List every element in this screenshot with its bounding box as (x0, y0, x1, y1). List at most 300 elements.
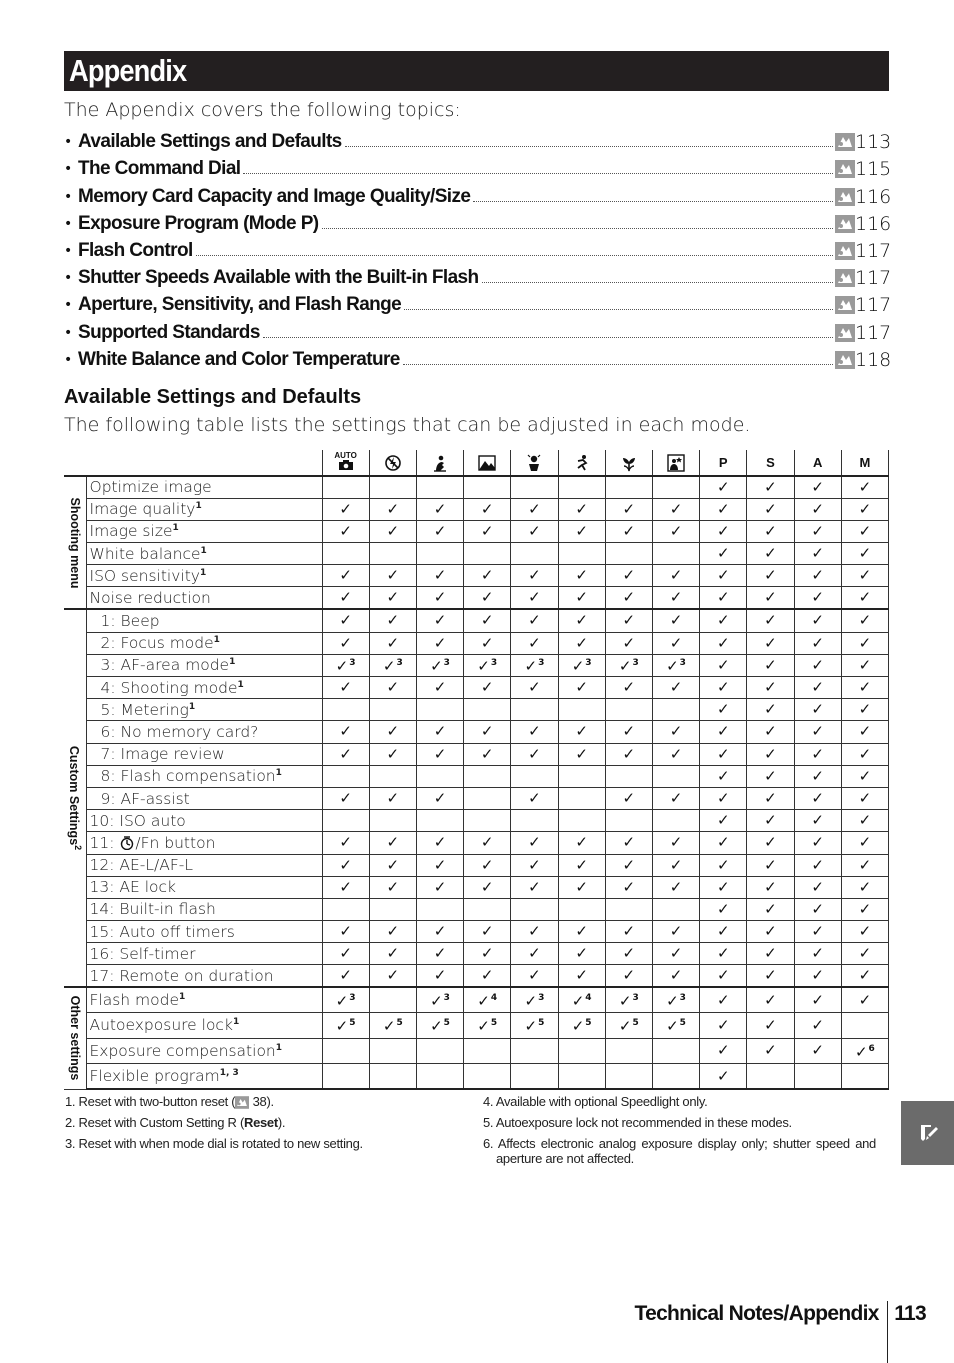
check-mark: ✓ (433, 744, 447, 763)
check-mark: ✓ (764, 789, 777, 808)
table-row (64, 543, 889, 565)
footnote-text-end: ). (277, 1115, 286, 1131)
check-mark: ✓ (764, 899, 777, 918)
availability-cell: ✓$^6$ (841, 1038, 888, 1064)
toc-page-number: 115 (855, 158, 892, 181)
setting-label: 1: Beep (100, 611, 160, 630)
setting-name (86, 654, 322, 676)
check-mark: ✓ (480, 966, 494, 985)
availability-cell (369, 609, 416, 632)
check-mark: ✓ (480, 611, 494, 630)
availability-cell (416, 520, 463, 542)
availability-cell (700, 765, 747, 787)
toc-page-number: 117 (855, 294, 892, 317)
availability-cell (841, 832, 888, 854)
setting-label: White balance (89, 544, 201, 563)
check-mark: ✓ (622, 944, 636, 963)
footnote-bold: Reset (243, 1115, 278, 1131)
availability-cell (652, 609, 699, 632)
check-mark: ✓ (764, 922, 777, 941)
availability-cell (747, 498, 794, 520)
check-mark: ✓ (618, 1017, 632, 1036)
toc-label: The Command Dial (78, 158, 241, 180)
availability-cell (794, 810, 841, 832)
setting-label: 17: Remote on duration (89, 966, 274, 985)
availability-cell (322, 543, 369, 565)
availability-cell (747, 677, 794, 699)
footnote-ref: 1 (199, 567, 207, 578)
check-mark: ✓ (575, 966, 588, 985)
availability-cell (511, 476, 558, 498)
availability-cell (369, 876, 416, 898)
availability-cell (322, 520, 369, 542)
check-mark: ✓ (339, 922, 352, 941)
availability-cell (794, 832, 841, 854)
check-mark: ✓ (858, 811, 872, 830)
check-mark: ✓ (764, 1041, 777, 1060)
availability-cell (322, 743, 369, 765)
table-row (64, 743, 889, 765)
availability-cell (369, 476, 416, 498)
toc-leader-dots (482, 282, 833, 283)
availability-cell (416, 543, 463, 565)
page-footer (635, 1283, 926, 1345)
footnote-text: 1. Reset with two-button reset ( (65, 1094, 236, 1109)
table-row (64, 520, 889, 542)
check-mark: ✓ (858, 499, 872, 518)
setting-name (86, 609, 322, 632)
setting-label: 5: Metering (100, 700, 189, 719)
check-mark: ✓ (716, 678, 730, 697)
mode-column-header (652, 450, 699, 476)
availability-cell: ✓$^3$ (605, 654, 652, 676)
check-mark: ✓ (764, 990, 777, 1009)
check-mark: ✓ (480, 833, 494, 852)
availability-cell: ✓$^3$ (464, 654, 511, 676)
availability-cell (605, 854, 652, 876)
availability-cell (841, 632, 888, 654)
availability-cell (605, 943, 652, 965)
check-mark: ✓ (339, 833, 352, 852)
availability-cell (794, 565, 841, 587)
table-row (64, 921, 889, 943)
availability-cell (511, 520, 558, 542)
availability-cell (652, 876, 699, 898)
availability-cell (841, 677, 888, 699)
toc-item[interactable] (64, 235, 892, 262)
availability-cell (416, 587, 463, 609)
check-mark: ✓ (386, 833, 400, 852)
availability-cell (464, 943, 511, 965)
section-heading: Available Settings and Defaults (64, 386, 362, 408)
check-mark: ✓ (666, 657, 679, 676)
footnote (65, 1094, 465, 1109)
availability-cell (416, 721, 463, 743)
availability-cell (700, 543, 747, 565)
close-up-mode-icon (620, 454, 638, 472)
toc-item[interactable] (64, 344, 892, 371)
availability-cell (747, 654, 794, 676)
toc-leader-dots (403, 364, 833, 365)
check-mark: ✓ (622, 588, 636, 607)
check-mark: ✓ (764, 1015, 777, 1034)
availability-cell (605, 810, 652, 832)
table-row (64, 721, 889, 743)
check-mark: ✓ (716, 789, 730, 808)
availability-cell: ✓$^3$ (652, 987, 699, 1013)
check-mark: ✓ (622, 566, 636, 585)
check-mark: ✓ (666, 992, 679, 1011)
check-mark: ✓ (666, 1017, 679, 1036)
availability-cell (841, 520, 888, 542)
availability-cell (416, 632, 463, 654)
toc-item[interactable] (64, 153, 892, 181)
setting-label: 10: ISO auto (89, 811, 186, 830)
availability-cell (464, 965, 511, 987)
check-mark: ✓ (433, 922, 447, 941)
check-mark: ✓ (764, 700, 777, 719)
footnote-ref: 1 (213, 635, 220, 646)
table-row (64, 765, 889, 787)
toc-leader-dots (243, 173, 833, 174)
check-mark: ✓ (386, 566, 400, 585)
check-mark: ✓ (528, 722, 541, 741)
availability-cell (700, 987, 747, 1013)
setting-name (86, 699, 322, 721)
check-mark: ✓ (575, 678, 588, 697)
availability-cell: ✓$^3$ (511, 987, 558, 1013)
availability-cell (841, 898, 888, 920)
availability-cell (841, 476, 888, 498)
check-mark: ✓ (430, 992, 443, 1011)
availability-cell (605, 743, 652, 765)
check-mark: ✓ (811, 499, 824, 518)
availability-cell (558, 699, 605, 721)
availability-cell: ✓$^3$ (511, 654, 558, 676)
toc-bullet: • (64, 161, 73, 178)
setting-label: 16: Self-timer (89, 944, 196, 963)
row-group-name: Shooting menu (67, 497, 82, 589)
availability-cell (369, 743, 416, 765)
availability-cell (322, 832, 369, 854)
availability-cell (794, 1038, 841, 1064)
setting-name (86, 876, 322, 898)
check-mark: ✓ (339, 944, 352, 963)
check-mark: ✓ (430, 657, 443, 676)
setting-name (86, 765, 322, 787)
availability-cell (369, 498, 416, 520)
setting-name (86, 921, 322, 943)
availability-cell (700, 876, 747, 898)
page-number: 113 (894, 1302, 926, 1325)
page-reference-icon (835, 269, 855, 287)
toc-page-number: 116 (855, 185, 892, 208)
availability-cell (794, 898, 841, 920)
check-mark: ✓ (811, 611, 824, 630)
check-mark: ✓ (858, 944, 872, 963)
availability-cell (511, 876, 558, 898)
title-banner (64, 51, 889, 91)
check-mark: ✓ (339, 966, 352, 985)
setting-label: 13: AE lock (89, 878, 176, 897)
availability-cell (511, 765, 558, 787)
check-mark: ✓ (386, 744, 400, 763)
toc-item[interactable] (64, 289, 892, 317)
check-mark: ✓ (575, 877, 588, 896)
availability-cell: ✓$^3$ (605, 987, 652, 1013)
check-mark: ✓ (480, 855, 494, 874)
toc-leader-dots (322, 228, 834, 229)
check-mark: ✓ (716, 588, 730, 607)
availability-cell (652, 921, 699, 943)
check-mark: ✓ (716, 1041, 730, 1060)
availability-cell (369, 898, 416, 920)
toc-item[interactable] (64, 316, 892, 344)
availability-cell (464, 921, 511, 943)
availability-cell: ✓$^4$ (558, 987, 605, 1013)
availability-cell (511, 721, 558, 743)
availability-cell (511, 677, 558, 699)
toc-page-number: 117 (855, 239, 892, 262)
check-mark: ✓ (339, 744, 352, 763)
check-mark: ✓ (858, 722, 872, 741)
setting-label: 12: AE-L/AF-L (89, 856, 193, 875)
availability-cell (322, 609, 369, 632)
check-mark: ✓ (764, 855, 777, 874)
availability-cell (558, 965, 605, 987)
check-mark: ✓ (811, 833, 824, 852)
section-tab-marker (901, 1101, 954, 1165)
availability-cell (369, 787, 416, 809)
availability-cell (652, 898, 699, 920)
setting-name (86, 787, 322, 809)
availability-cell (747, 565, 794, 587)
table-row (64, 787, 889, 809)
availability-cell (464, 1064, 511, 1090)
availability-cell (558, 787, 605, 809)
availability-cell (464, 476, 511, 498)
setting-name (86, 832, 322, 854)
setting-label: 14: Built-in flash (89, 900, 216, 919)
check-mark: ✓ (858, 633, 872, 652)
availability-cell (747, 1064, 794, 1090)
check-mark: ✓ (858, 990, 872, 1009)
availability-cell (558, 743, 605, 765)
check-mark: ✓ (386, 877, 400, 896)
check-mark: ✓ (811, 789, 824, 808)
setting-label: 15: Auto off timers (89, 922, 235, 941)
availability-cell: ✓$^5$ (322, 1013, 369, 1039)
availability-cell (700, 1013, 747, 1039)
setting-label: Exposure compensation (89, 1041, 276, 1060)
toc-item[interactable] (64, 126, 892, 154)
check-mark: ✓ (764, 744, 777, 763)
check-mark: ✓ (811, 678, 824, 697)
check-mark: ✓ (528, 588, 541, 607)
availability-cell (747, 943, 794, 965)
toc-label: Memory Card Capacity and Image Quality/Size (78, 185, 471, 207)
check-mark: ✓ (858, 566, 872, 585)
self-timer-icon (119, 836, 135, 850)
availability-cell (652, 832, 699, 854)
setting-name (86, 965, 322, 987)
check-mark: ✓ (811, 1041, 824, 1060)
availability-cell (322, 965, 369, 987)
mode-column-header (369, 450, 416, 476)
availability-cell (464, 832, 511, 854)
availability-cell (700, 476, 747, 498)
setting-label: Flash mode (89, 991, 180, 1010)
setting-label: 7: Image review (100, 745, 225, 764)
table-header-blank (64, 450, 322, 476)
check-mark: ✓ (335, 992, 349, 1011)
availability-cell (369, 677, 416, 699)
check-mark: ✓ (669, 877, 683, 896)
check-mark: ✓ (528, 922, 541, 941)
check-mark: ✓ (811, 655, 824, 674)
availability-cell (652, 965, 699, 987)
availability-cell: ✓$^3$ (558, 654, 605, 676)
check-mark: ✓ (433, 789, 447, 808)
check-mark: ✓ (528, 633, 541, 652)
availability-cell (700, 921, 747, 943)
check-mark: ✓ (858, 789, 872, 808)
availability-cell (322, 898, 369, 920)
availability-cell (841, 543, 888, 565)
availability-cell (841, 876, 888, 898)
availability-cell (416, 787, 463, 809)
availability-cell (416, 854, 463, 876)
availability-cell (652, 810, 699, 832)
availability-cell (794, 654, 841, 676)
availability-cell (369, 965, 416, 987)
availability-cell (558, 609, 605, 632)
check-mark: ✓ (764, 678, 777, 697)
page-reference-icon (835, 215, 855, 233)
availability-cell (322, 787, 369, 809)
check-mark: ✓ (433, 499, 447, 518)
check-mark: ✓ (811, 722, 824, 741)
check-mark: ✓ (764, 766, 777, 785)
availability-cell (511, 832, 558, 854)
table-row (64, 476, 889, 498)
availability-cell (841, 921, 888, 943)
footer-divider (887, 1301, 889, 1363)
check-mark: ✓ (622, 678, 636, 697)
check-mark: ✓ (386, 633, 400, 652)
footnote (65, 1136, 465, 1151)
check-mark: ✓ (669, 922, 683, 941)
availability-cell (700, 943, 747, 965)
check-mark: ✓ (716, 922, 730, 941)
check-mark: ✓ (386, 944, 400, 963)
setting-name (86, 587, 322, 609)
availability-cell (652, 743, 699, 765)
toc-item[interactable] (64, 208, 892, 235)
toc-label: White Balance and Color Temperature (78, 348, 400, 370)
check-mark: ✓ (477, 992, 490, 1011)
availability-cell (794, 743, 841, 765)
check-mark: ✓ (716, 990, 730, 1009)
toc-bullet: • (64, 351, 73, 368)
footnote-text: 3. Reset with when mode dial is rotated to new setting. (65, 1136, 363, 1152)
availability-cell (794, 854, 841, 876)
availability-cell (794, 765, 841, 787)
check-mark: ✓ (528, 521, 541, 540)
availability-cell (794, 632, 841, 654)
mode-column-header (464, 450, 511, 476)
availability-cell (794, 1013, 841, 1039)
setting-name (86, 565, 322, 587)
availability-cell: ✓$^5$ (605, 1013, 652, 1039)
check-mark: ✓ (716, 766, 730, 785)
check-mark: ✓ (811, 1015, 824, 1034)
toc-label: Exposure Program (Mode P) (78, 212, 319, 234)
availability-cell (558, 565, 605, 587)
availability-cell (841, 1013, 888, 1039)
availability-cell (558, 498, 605, 520)
availability-cell (369, 987, 416, 1013)
toc-label: Aperture, Sensitivity, and Flash Range (78, 294, 402, 316)
availability-cell (841, 699, 888, 721)
check-mark: ✓ (716, 499, 730, 518)
availability-cell (605, 543, 652, 565)
availability-cell (464, 632, 511, 654)
check-mark: ✓ (669, 722, 683, 741)
table-row (64, 1038, 889, 1064)
availability-cell (416, 943, 463, 965)
setting-name (86, 520, 322, 542)
check-mark: ✓ (764, 521, 777, 540)
availability-cell (700, 1064, 747, 1090)
check-mark: ✓ (669, 678, 683, 697)
check-mark: ✓ (433, 566, 447, 585)
availability-cell (464, 699, 511, 721)
check-mark: ✓ (335, 657, 349, 676)
check-mark: ✓ (339, 566, 352, 585)
availability-cell: ✓$^3$ (322, 987, 369, 1013)
availability-cell (794, 677, 841, 699)
availability-cell (700, 609, 747, 632)
availability-cell (700, 498, 747, 520)
toc-item[interactable] (64, 180, 892, 208)
toc-leader-dots (473, 201, 833, 202)
availability-cell (511, 1064, 558, 1090)
check-mark: ✓ (622, 521, 636, 540)
check-mark: ✓ (716, 633, 730, 652)
check-mark: ✓ (339, 521, 352, 540)
check-mark: ✓ (571, 657, 585, 676)
availability-cell (369, 921, 416, 943)
availability-cell (416, 765, 463, 787)
check-mark: ✓ (811, 811, 824, 830)
check-mark: ✓ (382, 1017, 396, 1036)
toc-page-number: 117 (855, 321, 892, 344)
availability-cell (841, 587, 888, 609)
check-mark: ✓ (764, 566, 777, 585)
availability-cell (841, 987, 888, 1013)
toc-item[interactable] (64, 262, 892, 290)
availability-cell (794, 987, 841, 1013)
check-mark: ✓ (339, 588, 352, 607)
table-row (64, 587, 889, 609)
check-mark: ✓ (811, 899, 824, 918)
table-row (64, 609, 889, 632)
check-mark: ✓ (480, 521, 494, 540)
check-mark: ✓ (764, 477, 777, 496)
check-mark: ✓ (339, 633, 352, 652)
check-mark: ✓ (669, 633, 683, 652)
